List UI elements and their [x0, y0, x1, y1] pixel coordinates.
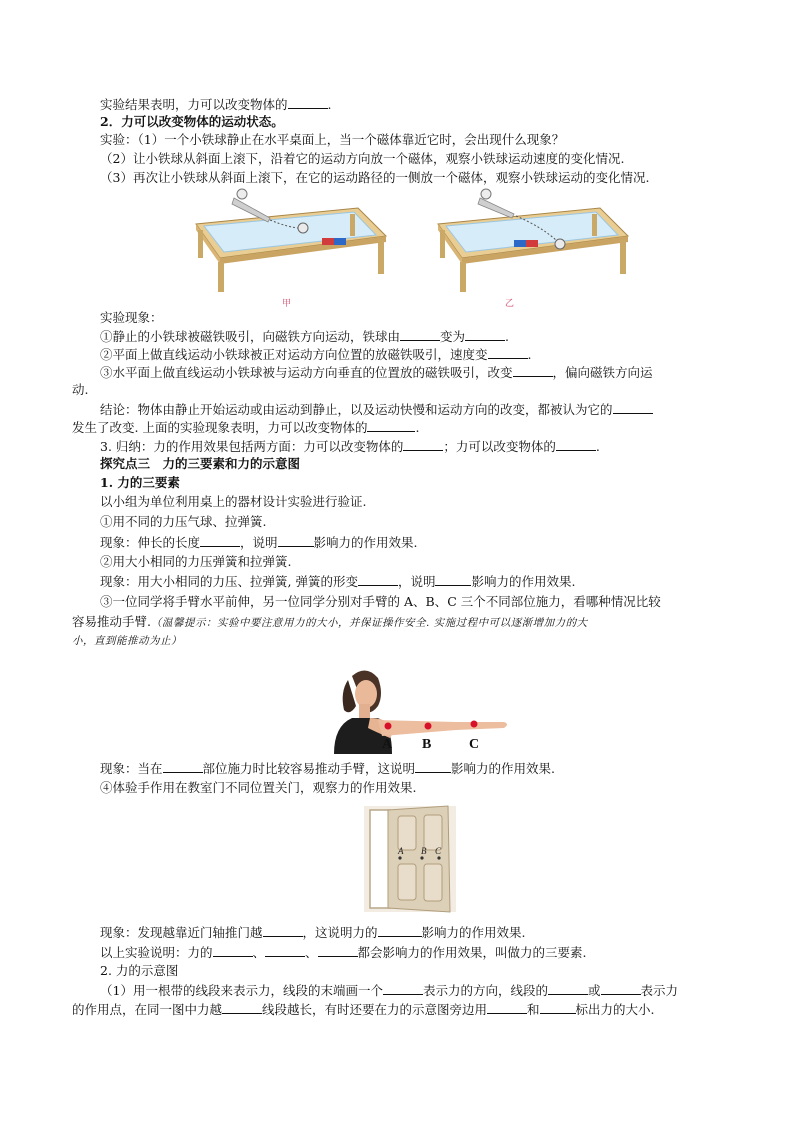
answer-blank: [265, 944, 305, 957]
answer-blank: [601, 982, 641, 995]
answer-blank: [213, 944, 253, 957]
arm-label-c: C: [469, 737, 480, 752]
arm-label-b: B: [422, 737, 432, 752]
summary-line: 3. 归纳：力的作用效果包括两方面：力可以改变物体的 ；力可以改变物体的 .: [100, 439, 600, 454]
answer-blank: [488, 346, 528, 359]
verify-line: 以小组为单位利用桌上的器材设计实验进行验证.: [100, 494, 367, 509]
answer-blank: [435, 573, 471, 586]
section-heading: 2．力可以改变物体的运动状态。: [100, 114, 284, 129]
subheading-diagram: 2. 力的示意图: [100, 963, 179, 978]
experiment-2: （2）让小铁球从斜面上滚下，沿着它的运动方向放一个磁体，观察小铁球运动速度的变化情况.: [100, 151, 625, 166]
observation-3-cont: 动.: [72, 382, 89, 397]
answer-blank: [278, 534, 314, 547]
observation-3: ③水平面上做直线运动小铁球被与运动方向垂直的位置放的磁铁吸引，改变 ，偏向磁铁方向运: [100, 365, 653, 380]
answer-blank: [378, 924, 422, 937]
table-figure-left: [190, 186, 390, 296]
answer-blank: [415, 760, 451, 773]
answer-blank: [403, 438, 443, 451]
diagram-line-1: （1）用一根带的线段来表示力，线段的末端画一个 表示力的方向，线段的 或 表示力: [100, 983, 679, 998]
diagram-line-2: 的作用点，在同一图中力越 线段越长，有时还要在力的示意图旁边用 和 标出力的大小.: [72, 1002, 655, 1017]
subheading-three-elements: 1. 力的三要素: [100, 475, 180, 490]
experiment-step-3-note: 小，直到能推动为止）: [72, 635, 182, 647]
answer-blank: [487, 1001, 527, 1014]
answer-blank: [222, 1001, 262, 1014]
experiment-step-3: ③一位同学将手臂水平前伸，另一位同学分别对手臂的 A、B、C 三个不同部位施力，看哪种情况比较: [100, 594, 661, 609]
answer-blank: [367, 419, 415, 432]
answer-blank: [263, 924, 303, 937]
experiment-step-4: ④体验手作用在教室门不同位置关门，观察力的作用效果.: [100, 780, 417, 795]
answer-blank: [358, 573, 398, 586]
figure-caption-yi: 乙: [505, 299, 515, 309]
experiment-step-2: ②用大小相同的力压弹簧和拉弹簧.: [100, 554, 292, 569]
conclusion-line-2: 发生了改变. 上面的实验现象表明，力可以改变物体的 .: [72, 420, 420, 435]
observation-title: 实验现象：: [100, 310, 163, 325]
observation-1: ①静止的小铁球被磁铁吸引，向磁铁方向运动，铁球由 变为 .: [100, 329, 510, 344]
arm-label-a: A: [382, 737, 393, 752]
experiment-step-1: ①用不同的力压气球、拉弹簧.: [100, 514, 267, 529]
door-label-a: A: [398, 846, 404, 856]
door-observation: 现象：发现越靠近门轴推门越 ，这说明力的 影响力的作用效果.: [100, 925, 526, 940]
answer-blank: [556, 438, 596, 451]
experiment-step-1-obs: 现象：伸长的长度 ，说明 影响力的作用效果.: [100, 535, 418, 550]
answer-blank: [288, 96, 328, 109]
arm-figure: [326, 662, 510, 754]
answer-blank: [163, 760, 203, 773]
answer-blank: [540, 1001, 576, 1014]
answer-blank: [383, 982, 423, 995]
arm-observation: 现象：当在 部位施力时比较容易推动手臂，这说明 影响力的作用效果.: [100, 761, 556, 776]
conclusion-line-1: 结论：物体由静止开始运动或由运动到静止，以及运动快慢和运动方向的改变，都被认为它的: [100, 401, 653, 418]
figure-caption-jia: 甲: [282, 299, 292, 309]
answer-blank: [548, 982, 588, 995]
result-line: 实验结果表明，力可以改变物体的 .: [100, 97, 332, 112]
table-figure-right: [432, 186, 632, 296]
answer-blank: [200, 534, 240, 547]
door-label-c: C: [435, 846, 442, 856]
experiment-1: 实验：（1）一个小铁球静止在水平桌面上，当一个磁体靠近它时，会出现什么现象？: [100, 132, 565, 147]
answer-blank: [465, 328, 505, 341]
three-elements-line: 以上实验说明：力的 、 、 都会影响力的作用效果，叫做力的三要素.: [100, 945, 587, 960]
observation-2: ②平面上做直线运动小铁球被正对运动方向位置的放磁铁吸引，速度变 .: [100, 347, 532, 362]
door-label-b: B: [421, 846, 427, 856]
experiment-3: （3）再次让小铁球从斜面上滚下，在它的运动路径的一侧放一个磁体，观察小铁球运动的变化情况.: [100, 170, 650, 185]
experiment-step-2-obs: 现象：用大小相同的力压、拉弹簧, 弹簧的形变 ，说明 影响力的作用效果.: [100, 574, 576, 589]
door-figure: [360, 804, 460, 914]
answer-blank: [613, 401, 653, 414]
answer-blank: [513, 364, 553, 377]
experiment-step-3-cont: 容易推动手臂.（温馨提示：实验中要注意用力的大小，并保证操作安全. 实施过程中可以逐渐增加力的大: [72, 614, 588, 629]
answer-blank: [400, 328, 440, 341]
section-heading-3: 探究点三 力的三要素和力的示意图: [100, 456, 301, 471]
answer-blank: [318, 944, 358, 957]
